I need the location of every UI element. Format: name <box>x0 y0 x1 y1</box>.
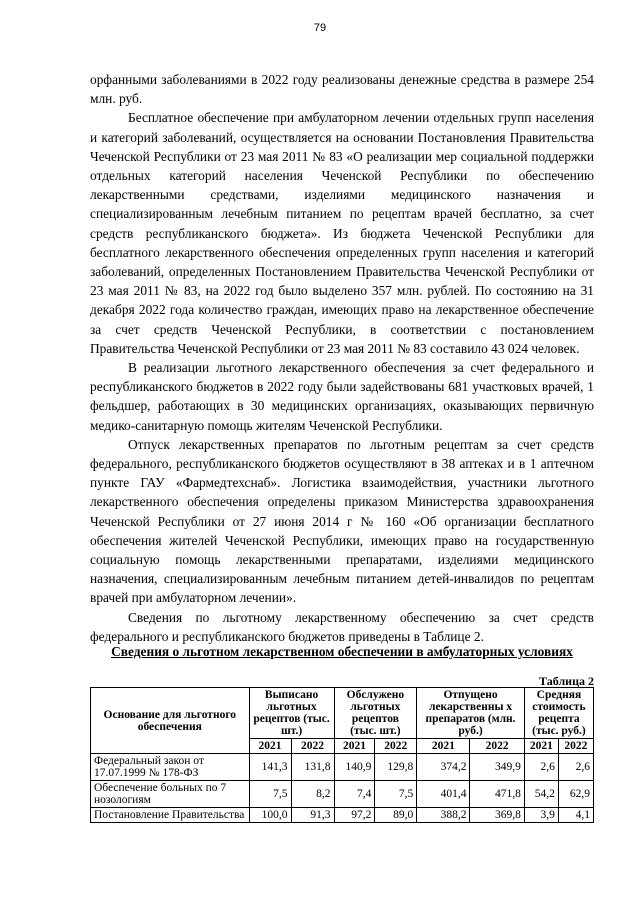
cell: 131,8 <box>291 754 334 781</box>
cell: 471,8 <box>470 781 524 808</box>
year-header: 2022 <box>375 739 417 754</box>
paragraph: Бесплатное обеспечение при амбулаторном лечении отдельных групп населения и категорий заболеваний, осуществляется на основании Постановления Правительства Чеченской Республики от 23 мая 2011 № 83 «О реализации мер социальной поддержки отдельных категорий населения Чеченской Республики по обеспечению лекарственными средствами, изделиями медицинского назначения и специализированным лечебным питанием по рецептам врачей бесплатно, за счет средств республиканского бюджета». Из бюджета Чеченской Республики для бесплатного лекарственного обеспечения определенных групп населения и категорий заболеваний, определенных Постановлением Правительства Чеченской Республики от 23 мая 2011 № 83, на 2022 год было выделено 357 млн. рублей. По состоянию на 31 декабря 2022 года количество граждан, имеющих право на лекарственное обеспечение за счет средств Чеченской Республики, в соответствии с постановлением Правительства Чеченской Республики от 23 мая 2011 № 83 составило 43 024 человек. <box>90 110 594 356</box>
cell: 141,3 <box>249 754 291 781</box>
benefits-table <box>90 687 594 823</box>
cell: 369,8 <box>470 808 524 823</box>
paragraph: Отпуск лекарственных препаратов по льготным рецептам за счет средств федерального, республиканского бюджетов осуществляют в 38 аптеках и в 1 аптечном пункте ГАУ «Фармедтехснаб». Логистика взаимодействия, участники льготного лекарственного обеспечения определены приказом Министерства здравоохранения Чеченской Республики от 27 июня 2014 г № 160 «Об организации бесплатного обеспечения жителей Чеченской Республики, имеющих право на государственную социальную помощь лекарственными препаратами, изделиями медицинского назначения, специализированным лечебным питанием детей-инвалидов по рецептам врачей при амбулаторном лечении». <box>90 436 594 606</box>
cell: 97,2 <box>334 808 375 823</box>
cell: 54,2 <box>524 781 558 808</box>
body-text <box>90 70 594 646</box>
row-label: Постановление Правительства <box>91 808 250 823</box>
cell: 4,1 <box>558 808 593 823</box>
cell: 62,9 <box>558 781 593 808</box>
cell: 388,2 <box>417 808 470 823</box>
header-dispensed: Отпущено лекарственны х препаратов (млн. руб.) <box>417 688 525 739</box>
cell: 100,0 <box>249 808 291 823</box>
cell: 8,2 <box>291 781 334 808</box>
header-issued: Выписано льготных рецептов (тыс. шт.) <box>249 688 334 739</box>
cell: 2,6 <box>524 754 558 781</box>
cell: 374,2 <box>417 754 470 781</box>
row-label: Обеспечение больных по 7 нозологиям <box>91 781 250 808</box>
year-header: 2021 <box>524 739 558 754</box>
cell: 140,9 <box>334 754 375 781</box>
table-row <box>91 754 594 781</box>
table-caption: Таблица 2 <box>539 674 594 688</box>
table-title: Сведения о льготном лекарственном обеспечении в амбулаторных условиях <box>111 644 573 659</box>
cell: 7,5 <box>249 781 291 808</box>
cell: 129,8 <box>375 754 417 781</box>
cell: 89,0 <box>375 808 417 823</box>
cell: 7,4 <box>334 781 375 808</box>
header-avg-cost: Средняя стоимость рецепта (тыс. руб.) <box>524 688 593 739</box>
header-row <box>91 688 594 739</box>
header-basis: Основание для льготного обеспечения <box>91 688 250 754</box>
table-row <box>91 808 594 823</box>
year-header: 2021 <box>249 739 291 754</box>
cell: 401,4 <box>417 781 470 808</box>
year-header: 2022 <box>558 739 593 754</box>
paragraph: Сведения по льготному лекарственному обеспечению за счет средств федерального и республиканского бюджетов приведены в Таблице 2. <box>90 609 594 644</box>
paragraph: В реализации льготного лекарственного обеспечения за счет федерального и республиканского бюджетов в 2022 году были задействованы 681 участковых врачей, 1 фельдшер, работающих в 30 медицинских организациях, оказывающих первичную медико-санитарную помощь жителям Чеченской Республики. <box>90 360 594 433</box>
year-header: 2021 <box>334 739 375 754</box>
page-number: 79 <box>313 22 327 34</box>
cell: 3,9 <box>524 808 558 823</box>
header-served: Обслужено льготных рецептов (тыс. шт.) <box>334 688 417 739</box>
row-label: Федеральный закон от 17.07.1999 № 178-ФЗ <box>91 754 250 781</box>
cell: 91,3 <box>291 808 334 823</box>
year-header: 2022 <box>470 739 524 754</box>
cell: 349,9 <box>470 754 524 781</box>
table-row <box>91 781 594 808</box>
year-header: 2021 <box>417 739 470 754</box>
year-header: 2022 <box>291 739 334 754</box>
cell: 7,5 <box>375 781 417 808</box>
cell: 2,6 <box>558 754 593 781</box>
paragraph: орфанными заболеваниями в 2022 году реализованы денежные средства в размере 254 млн. руб. <box>90 72 594 107</box>
